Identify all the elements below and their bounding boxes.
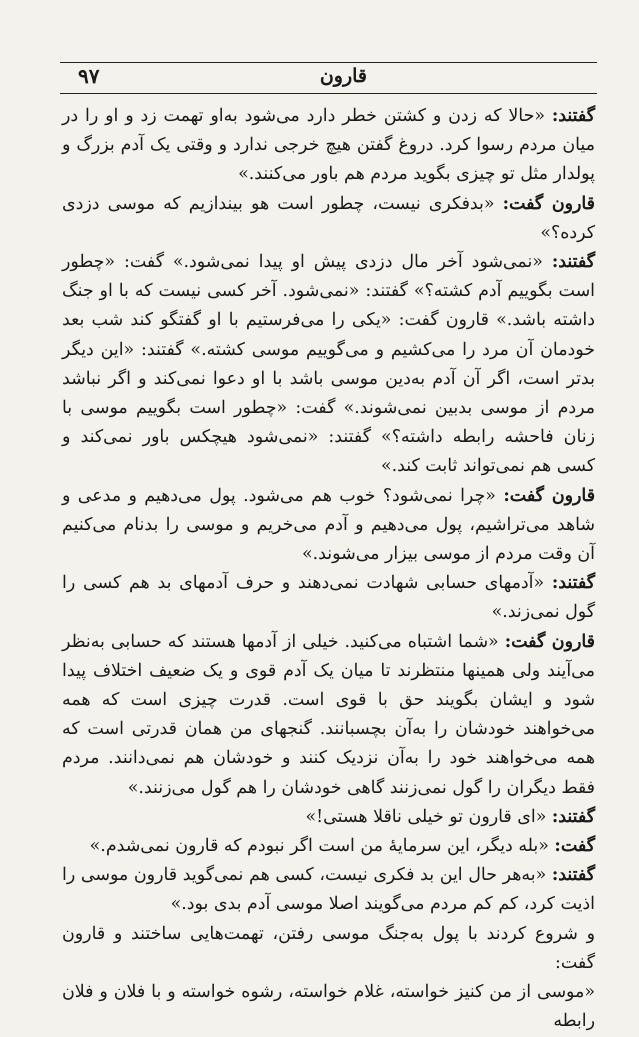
speaker-label: قارون گفت: [503,485,596,506]
paragraph [62,248,595,482]
speaker-label: گفتند: [551,252,595,273]
paragraph [62,920,595,978]
speaker-label: گفتند: [551,806,595,827]
paragraph-text: «شما اشتباه می‌کنید. خیلی از آدمها هستند که حسابی به‌نظر می‌آیند ولی همینها منتظرند تا میان یک آدم قوی و یک ضعیف اختلاف پیدا شود و ایشان بگویند حق با قوی است. قدرت چیزی است که همه می‌خواهند خودشان را به‌آن بچسبانند. گنجهای من همان قدرتی است که همه می‌خواهند خود را به‌آن نزدیک کنند و خودشان هم نمی‌دانند. مردم فقط دیگران را گول نمی‌زنند گاهی خودشان را هم گول می‌زنند.» [62,631,595,798]
page-number: ۹۷ [78,64,100,88]
paragraph-text: «حالا که زدن و کشتن خطر دارد می‌شود به‌او تهمت زد و او را در میان مردم رسوا کرد. دروغ گفتن هیچ خرجی ندارد و وقتی یک آدم بزرگ و پولدار مثل تو چیزی بگوید مردم هم باور می‌کنند.» [62,106,595,185]
running-title: قارون [319,65,367,87]
paragraph-text: «ای قارون تو خیلی ناقلا هستی!» [305,806,552,827]
paragraph [62,861,595,919]
paragraph-text: «موسی از من کنیز خواسته، غلام خواسته، رشوه خواسته و با فلان و فلان رابطه [62,982,595,1032]
paragraph [62,102,595,190]
page-header [60,58,597,94]
speaker-label: گفتند: [551,106,595,126]
header-bottom-rule [60,93,597,94]
speaker-label: گفت: [554,836,595,857]
speaker-label: گفتند: [551,865,595,886]
paragraph-text: «چرا نمی‌شود؟ خوب هم می‌شود. پول می‌دهیم و مدعی و شاهد می‌تراشیم، پول می‌دهیم و آدم می‌خریم و موسی را بدنام می‌کنیم آن وقت مردم از موسی بیزار می‌شوند.» [62,485,595,565]
paragraph [62,482,595,570]
paragraph [62,803,595,832]
paragraph [62,832,595,861]
speaker-label: گفتند: [551,573,595,594]
paragraph [62,569,595,627]
paragraph [62,628,595,803]
paragraph-text: «آدمهای حسابی شهادت نمی‌دهند و حرف آدمهای بد هم کسی را گول نمی‌زند.» [62,573,595,623]
paragraph [62,190,595,248]
speaker-label: قارون گفت: [502,193,595,214]
paragraph-text: و شروع کردند با پول به‌جنگ موسی رفتن، تهمت‌هایی ساختند و قارون گفت: [62,923,595,973]
paragraph-text: «بدفکری نیست، چطور است هو بیندازیم که موسی دزدی کرده؟» [62,193,595,243]
paragraph-text: «بله دیگر، این سرمایهٔ من است اگر نبودم که قارون نمی‌شدم.» [89,836,555,857]
paragraph [62,978,595,1036]
paragraph-text: «به‌هر حال این بد فکری نیست، کسی هم نمی‌گوید قارون موسی را اذیت کرد، کم کم مردم می‌گویند اصلا موسی آدم بدی بود.» [62,865,595,915]
speaker-label: قارون گفت: [504,631,595,652]
paragraph-text: «نمی‌شود آخر مال دزدی پیش او پیدا نمی‌شود.» گفت: «چطور است بگوییم آدم کشته؟» گفتند: «نمی‌شود. آخر کسی نیست که با او جنگ داشته باشد.» قارون گفت: «یکی را می‌فرستیم با او گفتگو کند شب بعد خودمان آن مرد را می‌کشیم و می‌گوییم موسی کشته.» گفتند: «این دیگر بدتر است، اگر آن آدم به‌دین موسی باشد با او دعوا نمی‌کند و اگر نباشد مردم از موسی بدبین نمی‌شوند.» گفت: «چطور است بگوییم موسی با زنان فاحشه رابطه داشته؟» گفتند: «نمی‌شود هیچکس باور نمی‌کند و کسی هم نمی‌تواند ثابت کند.» [62,252,596,477]
body-text [62,102,595,1037]
